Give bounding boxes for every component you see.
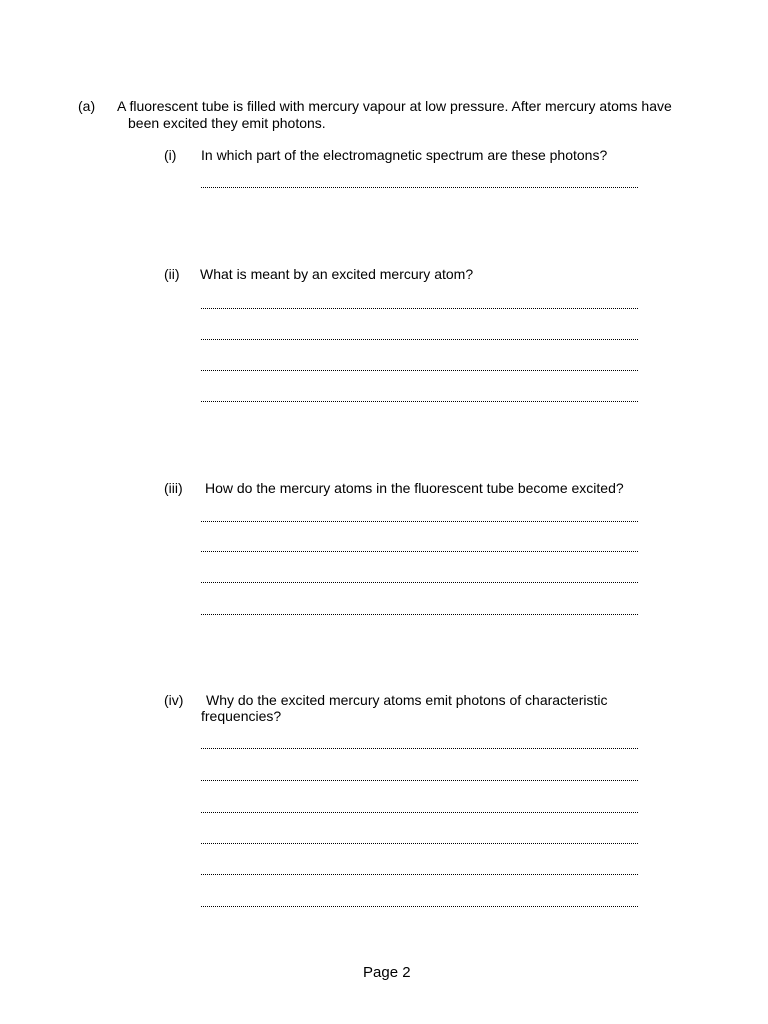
answer-line[interactable] [201, 812, 638, 813]
part-question: In which part of the electromagnetic spectrum are these photons? [201, 147, 608, 163]
part-question-line2: frequencies? [201, 708, 282, 724]
answer-line[interactable] [201, 780, 638, 781]
part-label: (ii) [164, 266, 180, 282]
answer-line[interactable] [201, 308, 638, 309]
part-label: (iv) [164, 692, 184, 708]
answer-line[interactable] [201, 843, 638, 844]
part-label: (i) [164, 147, 177, 163]
answer-line[interactable] [201, 614, 638, 615]
answer-line[interactable] [201, 339, 638, 340]
answer-line[interactable] [201, 582, 638, 583]
part-question-line1: Why do the excited mercury atoms emit photons of characteristic [206, 692, 608, 708]
answer-line[interactable] [201, 370, 638, 371]
part-label: (iii) [164, 480, 183, 496]
question-text-line1: A fluorescent tube is filled with mercury vapour at low pressure. After mercury atoms have [117, 98, 672, 114]
page-number: Page 2 [363, 964, 411, 981]
part-question: What is meant by an excited mercury atom? [200, 266, 474, 282]
answer-line[interactable] [201, 906, 638, 907]
answer-line[interactable] [201, 521, 638, 522]
question-label: (a) [78, 98, 96, 114]
part-question: How do the mercury atoms in the fluorescent tube become excited? [205, 480, 624, 496]
answer-line[interactable] [201, 551, 638, 552]
answer-line[interactable] [201, 187, 638, 188]
answer-line[interactable] [201, 401, 638, 402]
answer-line[interactable] [201, 748, 638, 749]
question-text-line2: been excited they emit photons. [128, 115, 326, 131]
answer-line[interactable] [201, 874, 638, 875]
